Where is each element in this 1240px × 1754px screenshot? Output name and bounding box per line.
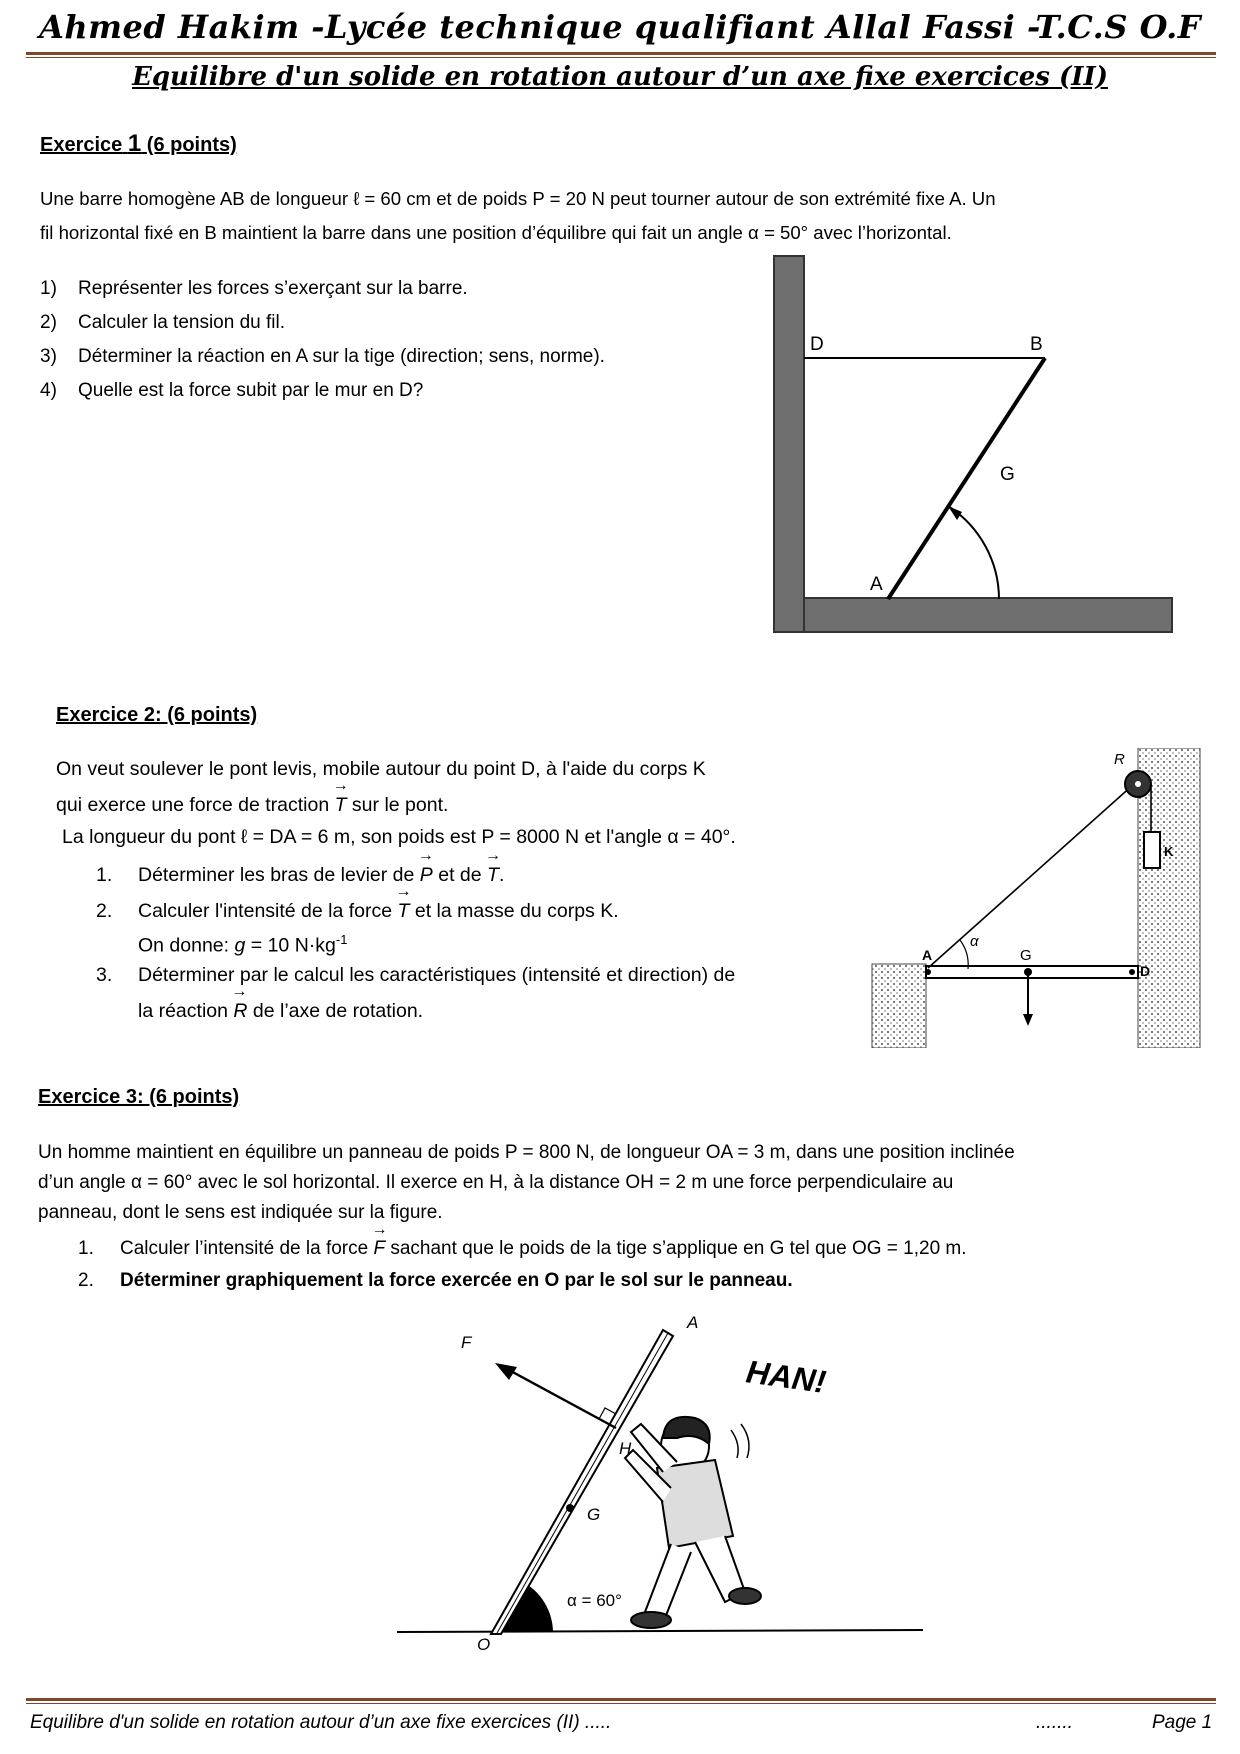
- point-G: [566, 1504, 574, 1512]
- label-alpha: α: [970, 933, 979, 950]
- question-number: 2.: [78, 1270, 94, 1291]
- exercise1-title-points: (6 points): [146, 134, 237, 156]
- pulley-axle: [1135, 781, 1141, 787]
- exercise2-question-1: [96, 864, 504, 887]
- label-D: D: [810, 334, 824, 355]
- document-subtitle: Equilibre d'un solide en rotation autour d’un axe fixe exercices (II): [132, 62, 1108, 92]
- question-number: 3): [40, 346, 57, 367]
- question-number: 1.: [96, 864, 113, 886]
- left-support: [872, 964, 926, 1048]
- label-G: G: [1000, 464, 1015, 485]
- header-rule: [26, 52, 1216, 55]
- vector-R: → R: [233, 1000, 247, 1023]
- man-torso: [657, 1460, 733, 1548]
- exercise1-statement-line1: Une barre homogène AB de longueur ℓ = 60 cm et de poids P = 20 N peut tourner autour de son extrémité fixe A. Un: [40, 188, 996, 209]
- vector-T: → T: [335, 794, 347, 817]
- exercise2-line3: La longueur du pont ℓ = DA = 6 m, son poids est P = 8000 N et l'angle α = 40°.: [62, 826, 736, 848]
- exercise1-question-4: [40, 380, 423, 402]
- force-F-head: [495, 1363, 517, 1380]
- man-shoe-right: [729, 1588, 761, 1604]
- text: de l’axe de rotation.: [247, 1000, 424, 1022]
- effort-mark: [731, 1424, 749, 1458]
- bar-AB: [888, 358, 1045, 599]
- angle-arc: [948, 506, 999, 599]
- exercise2-line2: [56, 794, 448, 817]
- floor: [804, 598, 1172, 632]
- vector-T: → T: [398, 900, 410, 923]
- question-number: 1.: [78, 1238, 94, 1259]
- vector-T: → T: [487, 864, 499, 887]
- cable: [928, 784, 1134, 968]
- label-H: H: [619, 1439, 632, 1458]
- label-A: A: [870, 574, 883, 595]
- text: Déterminer par le calcul les caractéristiques (intensité et direction) de: [138, 964, 736, 986]
- exercise3-line3: panneau, dont le sens est indiquée sur la figure.: [38, 1202, 443, 1223]
- text: et la masse du corps K.: [409, 900, 619, 922]
- weight-arrow-head: [1023, 1014, 1033, 1026]
- text: .: [498, 864, 505, 886]
- exercise3-line1: Un homme maintient en équilibre un panneau de poids P = 800 N, de longueur OA = 3 m, dans une position inclinée: [38, 1142, 1015, 1163]
- exercise2-question-2: [96, 900, 619, 923]
- label-D: D: [1140, 963, 1151, 979]
- label-angle: α = 60°: [567, 1591, 622, 1610]
- text: Déterminer graphiquement la force exercée en O par le sol sur le panneau.: [120, 1270, 793, 1291]
- question-text: Représenter les forces s’exerçant sur la barre.: [78, 278, 468, 299]
- angle-arrow-head: [948, 506, 962, 520]
- exercise2-question-3-cont: [138, 1000, 423, 1023]
- alpha-arc: [960, 940, 968, 969]
- footer-rule-thin: [26, 1703, 1216, 1704]
- exercise2-question-3: [96, 964, 735, 987]
- man-figure: [625, 1417, 761, 1628]
- school-header: Ahmed Hakim -Lycée technique qualifiant Allal Fassi -T.C.S O.F: [39, 8, 1201, 46]
- question-text: Déterminer la réaction en A sur la tige (direction; sens, norme).: [78, 346, 605, 367]
- text: On donne:: [138, 934, 235, 957]
- footer-rule: [26, 1698, 1216, 1701]
- exercise1-figure: [760, 250, 1180, 640]
- mass-K: [1144, 832, 1160, 868]
- exercise1-question-3: [40, 346, 605, 368]
- exercise3-question-1: [78, 1238, 967, 1260]
- label-F: F: [461, 1333, 472, 1352]
- text: sur le pont.: [346, 794, 449, 816]
- symbol-g: g: [234, 934, 246, 957]
- pivot-A: [925, 969, 931, 975]
- text: la réaction: [138, 1000, 234, 1022]
- label-A: A: [687, 1313, 699, 1332]
- text: sachant que le poids de la tige s’applique en G tel que OG = 1,20 m.: [385, 1238, 967, 1259]
- exercise2-given: [138, 932, 347, 958]
- text: Calculer l’intensité de la force: [120, 1238, 374, 1259]
- exercise1-statement-line2: fil horizontal fixé en B maintient la barre dans une position d’équilibre qui fait un angle α = 50° avec l’horizontal.: [40, 222, 952, 243]
- header-rule-thin: [26, 57, 1216, 58]
- vector-F: → F: [373, 1238, 385, 1260]
- question-number: 3.: [96, 964, 113, 986]
- exercise1-title-word: Exercice: [40, 134, 123, 156]
- footer-title: Equilibre d'un solide en rotation autour d’un axe fixe exercices (II) .....: [30, 1712, 612, 1733]
- exercise1-questions: [40, 278, 740, 418]
- exercise2-title: Exercice 2: (6 points): [56, 704, 258, 726]
- label-han: HAN!: [744, 1353, 829, 1401]
- label-B: B: [1030, 334, 1043, 355]
- label-G: G: [587, 1505, 601, 1524]
- exercise3-statement: [38, 1142, 1218, 1302]
- question-number: 2.: [96, 900, 113, 922]
- page-number: Page 1: [1152, 1712, 1213, 1733]
- exercise2-figure: [868, 748, 1208, 1048]
- exercise3-line2: d’un angle α = 60° avec le sol horizontal. Il exerce en H, à la distance OH = 2 m une force perpendiculaire au: [38, 1172, 954, 1193]
- question-text: Calculer la tension du fil.: [78, 312, 285, 333]
- vector-P: → P: [420, 864, 433, 887]
- exercise1-title: [40, 130, 237, 158]
- exercise2-line1: On veut soulever le pont levis, mobile autour du point D, à l'aide du corps K: [56, 758, 706, 780]
- exercise2-statement: [56, 758, 856, 1028]
- exercise1-statement: [40, 182, 1220, 250]
- text: = 10 N·kg: [245, 934, 336, 957]
- text: qui exerce une force de traction: [56, 794, 335, 816]
- label-O: O: [477, 1635, 491, 1652]
- ground-line: [397, 1630, 923, 1632]
- exercise3-figure: [395, 1312, 925, 1652]
- label-A: A: [922, 947, 933, 963]
- text: Déterminer les bras de levier de: [138, 864, 420, 886]
- label-R: R: [1114, 751, 1125, 768]
- exercise3-title: Exercice 3: (6 points): [38, 1086, 240, 1108]
- exercise3-question-2: [78, 1270, 793, 1292]
- label-G: G: [1020, 947, 1032, 964]
- question-number: 2): [40, 312, 57, 333]
- exercise1-title-number: 1: [127, 130, 142, 157]
- wall: [774, 256, 804, 632]
- pivot-D: [1129, 969, 1135, 975]
- man-leg-left: [645, 1544, 691, 1618]
- force-F-line: [507, 1369, 616, 1428]
- footer-dots: .......: [1036, 1712, 1073, 1733]
- man-shoe-left: [631, 1612, 671, 1628]
- question-number: 4): [40, 380, 57, 401]
- text: Calculer l'intensité de la force: [138, 900, 398, 922]
- label-K: K: [1164, 844, 1174, 859]
- exercise1-question-2: [40, 312, 285, 334]
- exercise1-question-1: [40, 278, 468, 300]
- exponent: -1: [335, 932, 348, 947]
- text: et de: [432, 864, 488, 886]
- question-number: 1): [40, 278, 57, 299]
- question-text: Quelle est la force subit par le mur en D?: [78, 380, 424, 401]
